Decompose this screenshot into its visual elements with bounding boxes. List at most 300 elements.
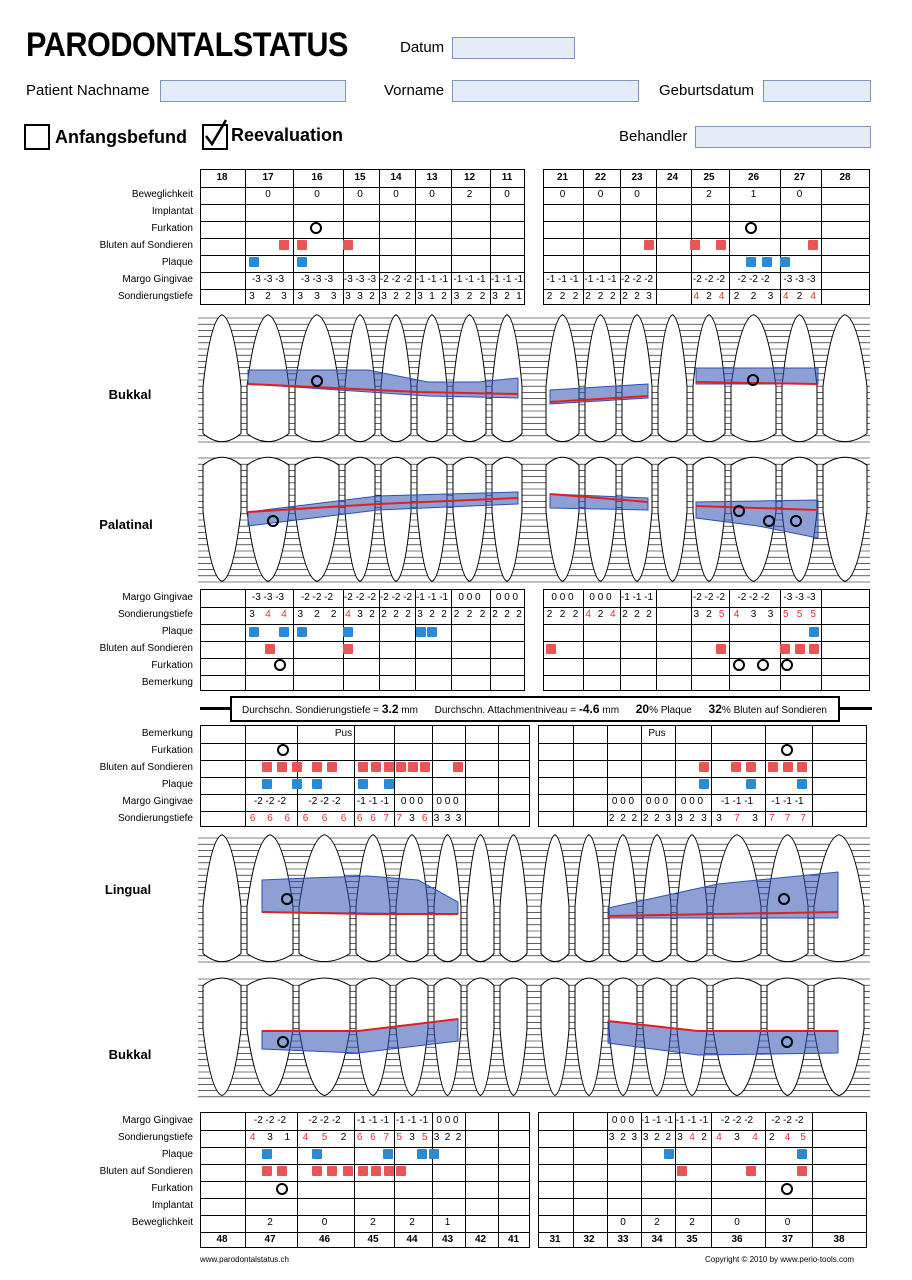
checkmark-icon [202, 118, 228, 148]
plaque-marker [249, 257, 259, 267]
pal-pd: 2 [706, 609, 712, 620]
grid-hline [544, 675, 869, 676]
lower-tooth-32: 32 [583, 1234, 595, 1245]
upper-pd: 3 [345, 291, 351, 302]
lbuk-margo-value: 0 0 0 [611, 1115, 635, 1126]
bleeding-marker [297, 240, 307, 250]
mobility-value: 0 [393, 189, 399, 200]
lbuk-pd: 4 [689, 1132, 695, 1143]
lower-buk-row-label: Plaque [161, 1149, 193, 1160]
upper-pd: 2 [796, 291, 803, 302]
pus-label: Pus [334, 728, 353, 739]
grid-hline [539, 1232, 866, 1233]
furcation-icon [733, 659, 745, 671]
margo-value: -3 -3 -3 [783, 274, 816, 285]
plaque-marker [262, 779, 272, 789]
lbuk-pd: 3 [677, 1132, 683, 1143]
upper-tooth-17: 17 [262, 172, 274, 183]
bleeding-marker [716, 644, 726, 654]
upper-pd: 3 [767, 291, 774, 302]
bleeding-marker [265, 644, 275, 654]
pal-pd: 4 [345, 609, 351, 620]
pal-pd: 4 [281, 609, 287, 620]
lower-buk-row-label: Margo Gingivae [122, 1115, 193, 1126]
lbuk-pd: 4 [752, 1132, 758, 1143]
upper-pd: 3 [281, 291, 287, 302]
lbuk-pd: 4 [716, 1132, 722, 1143]
upper-pd: 3 [646, 291, 652, 302]
bleeding-marker [797, 762, 807, 772]
furcation-icon [276, 1183, 288, 1195]
ling-margo-value: 0 0 0 [680, 796, 704, 807]
grid-hline [201, 255, 524, 256]
ling-pd: 7 [396, 813, 403, 824]
pal-pd: 2 [381, 609, 387, 620]
plaque-marker [312, 1149, 322, 1159]
ling-margo-value: 0 0 0 [611, 796, 635, 807]
bleeding-marker [277, 1166, 287, 1176]
lbuk-margo-value: -2 -2 -2 [308, 1115, 341, 1126]
lbuk-pd: 4 [249, 1132, 256, 1143]
ling-pd: 3 [455, 813, 462, 824]
bleeding-marker [690, 240, 700, 250]
upper-pd: 3 [330, 291, 337, 302]
ling-pd: 3 [433, 813, 440, 824]
ling-margo-value: -1 -1 -1 [720, 796, 754, 807]
margo-value: -3 -3 -3 [251, 274, 285, 285]
grid-hline [201, 777, 529, 778]
lower-tooth-44: 44 [406, 1234, 418, 1245]
ling-pd: 6 [340, 813, 347, 824]
datum-field[interactable] [452, 37, 575, 59]
pal-pd: 2 [479, 609, 486, 620]
grid-hline [201, 204, 524, 205]
bleeding-marker [396, 1166, 406, 1176]
grid-hline [544, 658, 869, 659]
grid-vline [465, 1113, 466, 1247]
pal-pd: 3 [249, 609, 255, 620]
lower-tooth-47: 47 [264, 1234, 276, 1245]
pal-pd: 2 [546, 609, 553, 620]
lbuk-margo-value: 0 0 0 [436, 1115, 459, 1126]
furcation-icon [790, 515, 802, 527]
page-title: PARODONTALSTATUS [26, 26, 349, 64]
lower-mobility-value: 1 [444, 1217, 451, 1228]
ling-pd: 2 [642, 813, 649, 824]
upper-pd: 2 [265, 291, 271, 302]
lbuk-margo-value: -1 -1 -1 [640, 1115, 674, 1126]
grid-hline [201, 658, 524, 659]
bleeding-marker [343, 644, 353, 654]
grid-hline [544, 624, 869, 625]
upper-pd: 3 [249, 291, 255, 302]
ling-pd: 6 [421, 813, 428, 824]
behandler-label: Behandler [619, 128, 688, 145]
lbuk-pd: 2 [455, 1132, 462, 1143]
lbuk-margo-value: -2 -2 -2 [771, 1115, 804, 1126]
plaque-marker [262, 1149, 272, 1159]
upper-buk-row-label: Furkation [151, 223, 193, 234]
lower-ling-row-label: Bemerkung [141, 728, 193, 739]
pal-pd: 5 [718, 609, 725, 620]
section-palatinal-label: Palatinal [99, 517, 153, 532]
pal-pd: 2 [466, 609, 473, 620]
grid-vline [656, 170, 657, 304]
grid-hline [544, 204, 869, 205]
grid-hline [539, 1198, 866, 1199]
plaque-marker [809, 627, 819, 637]
lower-mobility-value: 2 [370, 1217, 376, 1228]
bleeding-marker [358, 762, 368, 772]
ling-pd: 6 [302, 813, 309, 824]
bleeding-marker [262, 762, 272, 772]
upper-pd: 4 [783, 291, 789, 302]
plaque-marker [699, 779, 709, 789]
grid-hline [539, 1164, 866, 1165]
mobility-value: 0 [796, 189, 803, 200]
pal-margo-value: -1 -1 -1 [620, 592, 654, 603]
pal-pd: 2 [453, 609, 460, 620]
lbuk-pd: 3 [642, 1132, 649, 1143]
upper-pd: 1 [516, 291, 522, 302]
lower-tooth-41: 41 [507, 1234, 520, 1245]
bleeding-marker [746, 762, 756, 772]
vorname-field[interactable] [452, 80, 639, 102]
upper-tooth-15: 15 [354, 172, 366, 183]
upper-pd: 4 [810, 291, 816, 302]
mobility-value: 0 [429, 189, 435, 200]
bleeding-marker [420, 762, 430, 772]
furcation-icon [310, 222, 322, 234]
lower-ling-row-label: Sondierungstiefe [117, 813, 193, 824]
ling-pd: 7 [769, 813, 775, 824]
section-bukkal2-label: Bukkal [108, 1047, 152, 1062]
plaque-marker [664, 1149, 674, 1159]
pal-margo-value: -2 -2 -2 [379, 592, 413, 603]
upper-pd: 3 [381, 291, 387, 302]
pal-pd: 2 [572, 609, 579, 620]
grid-hline [539, 743, 866, 744]
bleeding-marker [795, 644, 805, 654]
vorname-label: Vorname [384, 82, 445, 99]
bleeding-marker [277, 762, 287, 772]
upper-pd: 3 [357, 291, 363, 302]
lbuk-pd: 2 [701, 1132, 707, 1143]
ling-pd: 2 [654, 813, 660, 824]
margo-value: -2 -2 -2 [692, 274, 726, 285]
ling-pd: 3 [752, 813, 758, 824]
plaque-marker [279, 627, 289, 637]
reevaluation-checkbox[interactable] [202, 124, 228, 150]
patient-label: Patient Nachname [26, 82, 150, 99]
upper-tooth-16: 16 [311, 172, 323, 183]
plaque-marker [427, 627, 437, 637]
pal-pd: 2 [504, 609, 510, 620]
pal-pd: 4 [265, 609, 271, 620]
mobility-value: 0 [265, 189, 271, 200]
al-value: -4.6 [578, 702, 600, 716]
grid-hline [201, 238, 524, 239]
ling-pd: 6 [249, 813, 256, 824]
furcation-icon [267, 515, 279, 527]
lbuk-pd: 3 [608, 1132, 615, 1143]
pal-pd: 2 [429, 609, 435, 620]
mobility-value: 2 [706, 189, 712, 200]
lower-buk-row-label: Implantat [151, 1200, 193, 1211]
mobility-value: 1 [750, 189, 757, 200]
plaque-marker [383, 1149, 393, 1159]
ling-pd: 6 [356, 813, 363, 824]
ling-margo-value: -2 -2 -2 [253, 796, 287, 807]
ling-pd: 2 [689, 813, 695, 824]
footer-right: Copyright © 2010 by www.perio-tools.com [705, 1255, 855, 1264]
bleeding-marker [371, 762, 381, 772]
plaque-marker [358, 779, 368, 789]
upper-tooth-27: 27 [793, 172, 806, 183]
grid-vline [821, 170, 822, 304]
summary-bar [230, 696, 840, 722]
lower-bukkal-teeth-diagram [198, 973, 870, 1098]
bleed-value: 32 [708, 702, 722, 716]
upper-pd: 2 [572, 291, 579, 302]
ling-pd: 3 [677, 813, 683, 824]
upper-tooth-22: 22 [594, 172, 607, 183]
pal-pd: 2 [314, 609, 320, 620]
bleeding-marker [746, 1166, 756, 1176]
pd-label: Durchschn. Sondierungstiefe = [242, 705, 380, 716]
margo-value: -2 -2 -2 [737, 274, 770, 285]
grid-hline [544, 221, 869, 222]
plaque-label: % Plaque [649, 705, 692, 716]
upper-pd: 2 [622, 291, 628, 302]
ling-margo-value: 0 0 0 [400, 796, 424, 807]
furcation-icon [311, 375, 323, 387]
grid-hline [201, 641, 524, 642]
lbuk-margo-value: -2 -2 -2 [253, 1115, 287, 1126]
reevaluation-label: Reevaluation [231, 125, 344, 145]
anfangsbefund-label: Anfangsbefund [55, 127, 187, 147]
lbuk-margo-value: -1 -1 -1 [675, 1115, 709, 1126]
pal-pd: 2 [622, 609, 628, 620]
plaque-marker [797, 1149, 807, 1159]
bleeding-marker [327, 1166, 337, 1176]
bleeding-marker [292, 762, 302, 772]
lower-mobility-value: 0 [784, 1217, 791, 1228]
lbuk-pd: 2 [769, 1132, 775, 1143]
pal-pd: 2 [634, 609, 640, 620]
grid-hline [201, 1232, 529, 1233]
upper-tooth-11: 11 [501, 172, 513, 183]
upper-buk-row-label: Beweglichkeit [131, 189, 193, 200]
grid-hline [539, 1181, 866, 1182]
margo-value: -1 -1 -1 [490, 274, 524, 285]
furcation-icon [274, 659, 286, 671]
lbuk-pd: 2 [654, 1132, 660, 1143]
lbuk-pd: 4 [302, 1132, 309, 1143]
grid-hline [201, 675, 524, 676]
margo-value: -1 -1 -1 [546, 274, 579, 285]
plaque-marker [429, 1149, 439, 1159]
furcation-icon [745, 222, 757, 234]
lbuk-pd: 2 [620, 1132, 626, 1143]
upper-pd: 3 [492, 291, 498, 302]
grid-hline [544, 255, 869, 256]
ling-pd: 7 [784, 813, 791, 824]
geburtsdatum-field[interactable] [763, 80, 871, 102]
upper-buk-row-label: Implantat [151, 206, 193, 217]
behandler-field[interactable] [695, 126, 871, 148]
upper-pd: 2 [504, 291, 510, 302]
ling-pd: 7 [800, 813, 806, 824]
bleeding-marker [396, 762, 406, 772]
al-unit: mm [602, 705, 620, 716]
lower-tooth-42: 42 [474, 1234, 487, 1245]
grid-hline [201, 1181, 529, 1182]
pal-pd: 2 [369, 609, 375, 620]
lower-mobility-value: 0 [734, 1217, 740, 1228]
ling-pd: 3 [701, 813, 707, 824]
lower-tooth-46: 46 [318, 1234, 331, 1245]
furcation-icon [281, 893, 293, 905]
lbuk-pd: 3 [267, 1132, 273, 1143]
pal-pd: 4 [610, 609, 616, 620]
pd-unit: mm [401, 705, 418, 716]
bleeding-marker [808, 240, 818, 250]
lower-tooth-31: 31 [549, 1234, 561, 1245]
pal-margo-value: 0 0 0 [495, 592, 519, 603]
patient-field[interactable] [160, 80, 346, 102]
bleeding-marker [699, 762, 709, 772]
grid-hline [544, 238, 869, 239]
upper-pal-row-label: Sondierungstiefe [117, 609, 193, 620]
pal-margo-value: -2 -2 -2 [300, 592, 334, 603]
lbuk-pd: 5 [421, 1132, 428, 1143]
lbuk-pd: 3 [631, 1132, 638, 1143]
upper-pd: 2 [466, 291, 473, 302]
ling-margo-value: 0 0 0 [645, 796, 669, 807]
upper-tooth-18: 18 [216, 172, 228, 183]
lbuk-pd: 2 [340, 1132, 347, 1143]
pal-margo-value: -2 -2 -2 [737, 592, 770, 603]
pal-pd: 2 [492, 609, 498, 620]
upper-buk-row-label: Margo Gingivae [122, 274, 193, 285]
pal-pd: 2 [393, 609, 399, 620]
furcation-icon [778, 893, 790, 905]
margo-value: -3 -3 -3 [300, 274, 334, 285]
lower-tooth-33: 33 [617, 1234, 629, 1245]
bleeding-marker [262, 1166, 272, 1176]
bleeding-marker [768, 762, 778, 772]
grid-vline [812, 1113, 813, 1247]
upper-tooth-26: 26 [747, 172, 760, 183]
lbuk-pd: 4 [784, 1132, 791, 1143]
upper-pd: 3 [297, 291, 304, 302]
furcation-icon [277, 744, 289, 756]
bleeding-marker [279, 240, 289, 250]
lower-tooth-35: 35 [686, 1234, 698, 1245]
section-lingual-label: Lingual [104, 882, 152, 897]
upper-tooth-23: 23 [631, 172, 643, 183]
pal-margo-value: 0 0 0 [589, 592, 612, 603]
section-bukkal-label: Bukkal [108, 387, 152, 402]
ling-pd: 6 [370, 813, 376, 824]
lbuk-pd: 2 [444, 1132, 451, 1143]
upper-pd: 2 [634, 291, 640, 302]
upper-pd: 2 [750, 291, 757, 302]
anfangsbefund-checkbox[interactable] [24, 124, 50, 150]
pal-pd: 5 [810, 609, 816, 620]
upper-tooth-14: 14 [390, 172, 402, 183]
lower-ling-row-label: Furkation [151, 745, 193, 756]
bleeding-marker [677, 1166, 687, 1176]
lbuk-pd: 1 [284, 1132, 291, 1143]
grid-hline [201, 743, 529, 744]
lbuk-pd: 3 [409, 1132, 415, 1143]
lower-mobility-value: 0 [321, 1217, 328, 1228]
margo-value: -1 -1 -1 [584, 274, 617, 285]
plaque-marker [384, 779, 394, 789]
lbuk-pd: 7 [383, 1132, 390, 1143]
lbuk-pd: 5 [800, 1132, 806, 1143]
furcation-icon [733, 505, 745, 517]
al-label: Durchschn. Attachmentniveau = [434, 705, 577, 716]
grid-hline [201, 624, 524, 625]
ling-margo-value: -2 -2 -2 [308, 796, 341, 807]
upper-pd: 2 [706, 291, 712, 302]
pal-margo-value: -3 -3 -3 [251, 592, 285, 603]
furcation-icon [781, 659, 793, 671]
ling-margo-value: -1 -1 -1 [356, 796, 390, 807]
upper-pal-row-label: Bemerkung [141, 677, 193, 688]
lbuk-margo-value: -2 -2 -2 [720, 1115, 754, 1126]
margo-value: -2 -2 -2 [379, 274, 413, 285]
upper-pd: 2 [546, 291, 553, 302]
lower-buk-row-label: Beweglichkeit [131, 1217, 193, 1228]
lower-mobility-value: 2 [409, 1217, 415, 1228]
lower-buk-row-label: Sondierungstiefe [117, 1132, 193, 1143]
upper-tooth-25: 25 [703, 172, 715, 183]
plaque-marker [297, 627, 307, 637]
grid-vline [498, 1113, 499, 1247]
lower-tooth-48: 48 [216, 1234, 228, 1245]
pal-pd: 4 [585, 609, 591, 620]
bleeding-marker [358, 1166, 368, 1176]
furcation-icon [277, 1036, 289, 1048]
upper-tooth-12: 12 [463, 172, 476, 183]
bleeding-marker [384, 1166, 394, 1176]
plaque-marker [746, 257, 756, 267]
pal-margo-value: -3 -3 -3 [783, 592, 816, 603]
pal-pd: 2 [646, 609, 652, 620]
upper-pd: 2 [441, 291, 447, 302]
plaque-marker [780, 257, 790, 267]
upper-pal-row-label: Plaque [161, 626, 193, 637]
bleeding-marker [783, 762, 793, 772]
plaque-marker [343, 627, 353, 637]
lbuk-pd: 6 [356, 1132, 363, 1143]
bleeding-marker [797, 1166, 807, 1176]
furcation-icon [781, 1036, 793, 1048]
upper-pd: 3 [453, 291, 460, 302]
ling-pd: 6 [267, 813, 273, 824]
furcation-icon [781, 744, 793, 756]
pal-pd: 3 [750, 609, 757, 620]
pal-pd: 3 [417, 609, 423, 620]
bleeding-marker [371, 1166, 381, 1176]
bleeding-marker [384, 762, 394, 772]
ling-pd: 3 [716, 813, 722, 824]
plaque-value: 20 [635, 702, 650, 716]
